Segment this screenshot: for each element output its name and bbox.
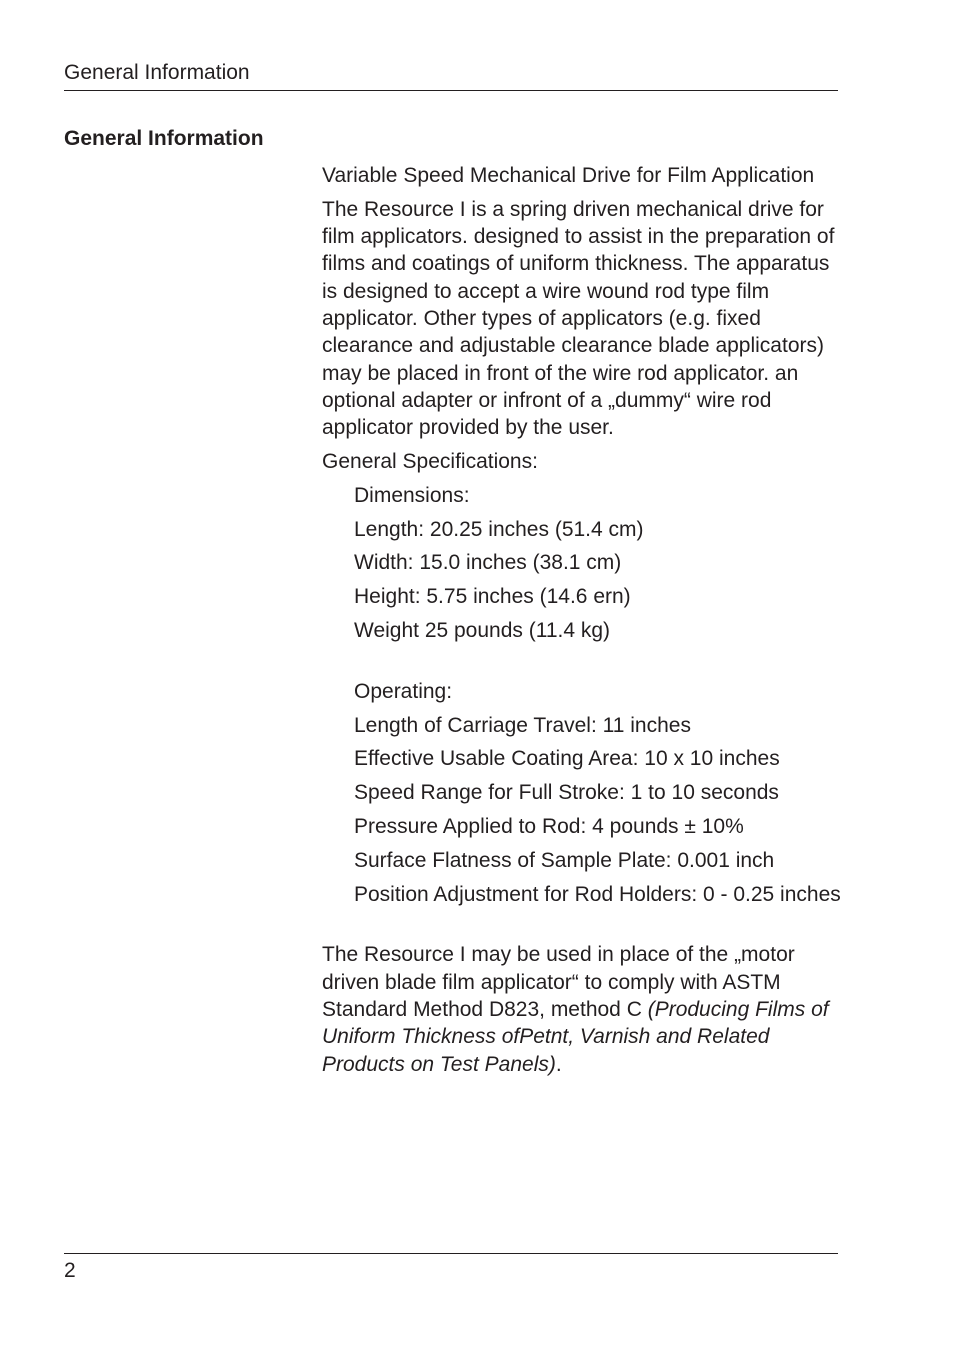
spec-item: Surface Flatness of Sample Plate: 0.001 inch (354, 848, 775, 872)
spec-item: Width: 15.0 inches (38.1 cm) (354, 551, 622, 575)
spec-item: Length of Carriage Travel: 11 inches (354, 713, 691, 737)
footer-rule (64, 1253, 838, 1254)
closing-text: The Resource I may be used in place of the „motor driven blade film applicator“ to comply with ASTM Standard Method D823, method C (322, 943, 795, 1021)
spec-item: Length: 20.25 inches (51.4 cm) (354, 517, 644, 541)
specs-title: General Specifications: (322, 449, 538, 473)
page-number: 2 (64, 1259, 76, 1282)
dimensions-title: Dimensions: (354, 483, 470, 507)
spec-item: Pressure Applied to Rod: 4 pounds ± 10% (354, 814, 744, 838)
spacer (322, 651, 842, 678)
section-subtitle: Variable Speed Mechanical Drive for Film Application (322, 164, 815, 187)
closing-italic: (Producing Films of Uniform Thickness ofPetnt, Varnish and Related Products on Test Panels) (322, 997, 829, 1076)
header-rule (64, 90, 838, 91)
intro-paragraph: The Resource I is a spring driven mechanical drive for film applicators. designed to assist in the preparation of films and coatings of uniform thickness. The apparatus is designed to accept a wire wound rod type film applicator. Other types of applicators (e.g. fixed clearance and adjustable clearance blade applicators) may be placed in front of the wire rod applicator. an optional adapter or infront of a „dummy“ wire rod applicator provided by the user. (322, 197, 835, 440)
spec-item: Effective Usable Coating Area: 10 x 10 inches (354, 747, 780, 771)
closing-end: . (555, 1052, 562, 1076)
closing-paragraph (322, 941, 842, 1077)
operating-title: Operating: (354, 679, 453, 703)
spec-item: Position Adjustment for Rod Holders: 0 - 0.25 inches (354, 882, 841, 906)
running-header: General Information (64, 61, 250, 84)
section-heading: General Information (64, 127, 264, 150)
spec-item: Weight 25 pounds (11.4 kg) (354, 618, 611, 642)
spec-item: Height: 5.75 inches (14.6 ern) (354, 585, 631, 609)
spec-item: Speed Range for Full Stroke: 1 to 10 seconds (354, 781, 779, 805)
spacer (322, 914, 842, 941)
content-column (322, 162, 842, 1084)
